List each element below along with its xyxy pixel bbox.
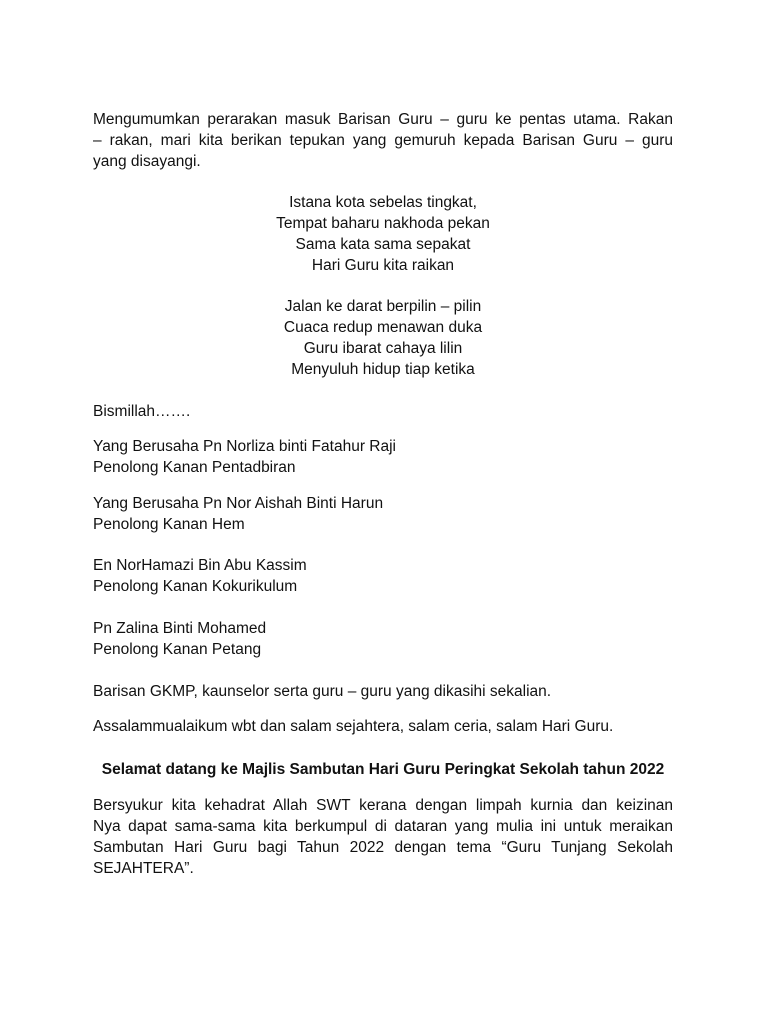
dignitary-name: Yang Berusaha Pn Norliza binti Fatahur Raji: [93, 438, 396, 455]
intro-paragraph: [93, 109, 673, 172]
dignitary-title: Penolong Kanan Hem: [93, 516, 245, 533]
pantun-line: Jalan ke darat berpilin – pilin: [284, 298, 482, 315]
closing-paragraph: [93, 795, 673, 879]
intro-line: – rakan, mari kita berikan tepukan yang gemuruh kepada Barisan Guru – guru: [93, 132, 673, 149]
closing-line: Bersyukur kita kehadrat Allah SWT kerana dengan limpah kurnia dan keizinan: [93, 797, 673, 814]
pantun-line: Hari Guru kita raikan: [311, 257, 455, 274]
pantun-line: Guru ibarat cahaya lilin: [303, 340, 463, 357]
intro-line: Mengumumkan perarakan masuk Barisan Guru – guru ke pentas utama. Rakan: [93, 111, 673, 128]
pantun-line: Tempat baharu nakhoda pekan: [276, 215, 490, 232]
dignitary-block: [93, 618, 673, 660]
welcome-heading: [93, 759, 673, 780]
greeting-paragraph: [93, 716, 673, 737]
pantun-stanza-1: [93, 192, 673, 276]
dignitary-title: Penolong Kanan Petang: [93, 641, 262, 658]
dignitary-block: [93, 555, 673, 597]
dignitary-title: Penolong Kanan Pentadbiran: [93, 459, 296, 476]
closing-line: Nya dapat sama-sama kita berkumpul di dataran yang mulia ini untuk meraikan: [93, 818, 673, 835]
pantun-line: Cuaca redup menawan duka: [283, 319, 483, 336]
dignitary-block: [93, 436, 673, 478]
dignitary-name: En NorHamazi Bin Abu Kassim: [93, 557, 307, 574]
dignitary-name: Pn Zalina Binti Mohamed: [93, 620, 267, 637]
dignitary-title: Penolong Kanan Kokurikulum: [93, 578, 298, 595]
dignitary-name: Yang Berusaha Pn Nor Aishah Binti Harun: [93, 495, 384, 512]
closing-line: Sambutan Hari Guru bagi Tahun 2022 dengan tema “Guru Tunjang Sekolah: [93, 839, 673, 856]
pantun-line: Sama kata sama sepakat: [295, 236, 471, 253]
intro-line: yang disayangi.: [93, 153, 201, 170]
greeting-text: Barisan GKMP, kaunselor serta guru – guru yang dikasihi sekalian.: [93, 683, 552, 700]
greeting-text: Assalammualaikum wbt dan salam sejahtera, salam ceria, salam Hari Guru.: [93, 718, 614, 735]
welcome-heading-text: Selamat datang ke Majlis Sambutan Hari Guru Peringkat Sekolah tahun 2022: [101, 761, 665, 778]
pantun-line: Istana kota sebelas tingkat,: [289, 194, 477, 211]
greeting-paragraph: [93, 681, 673, 702]
bismillah: [93, 401, 673, 422]
closing-line: SEJAHTERA”.: [93, 860, 194, 877]
bismillah-text: Bismillah…….: [93, 403, 191, 420]
pantun-line: Menyuluh hidup tiap ketika: [291, 361, 475, 378]
pantun-stanza-2: [93, 296, 673, 380]
dignitary-block: [93, 493, 673, 535]
